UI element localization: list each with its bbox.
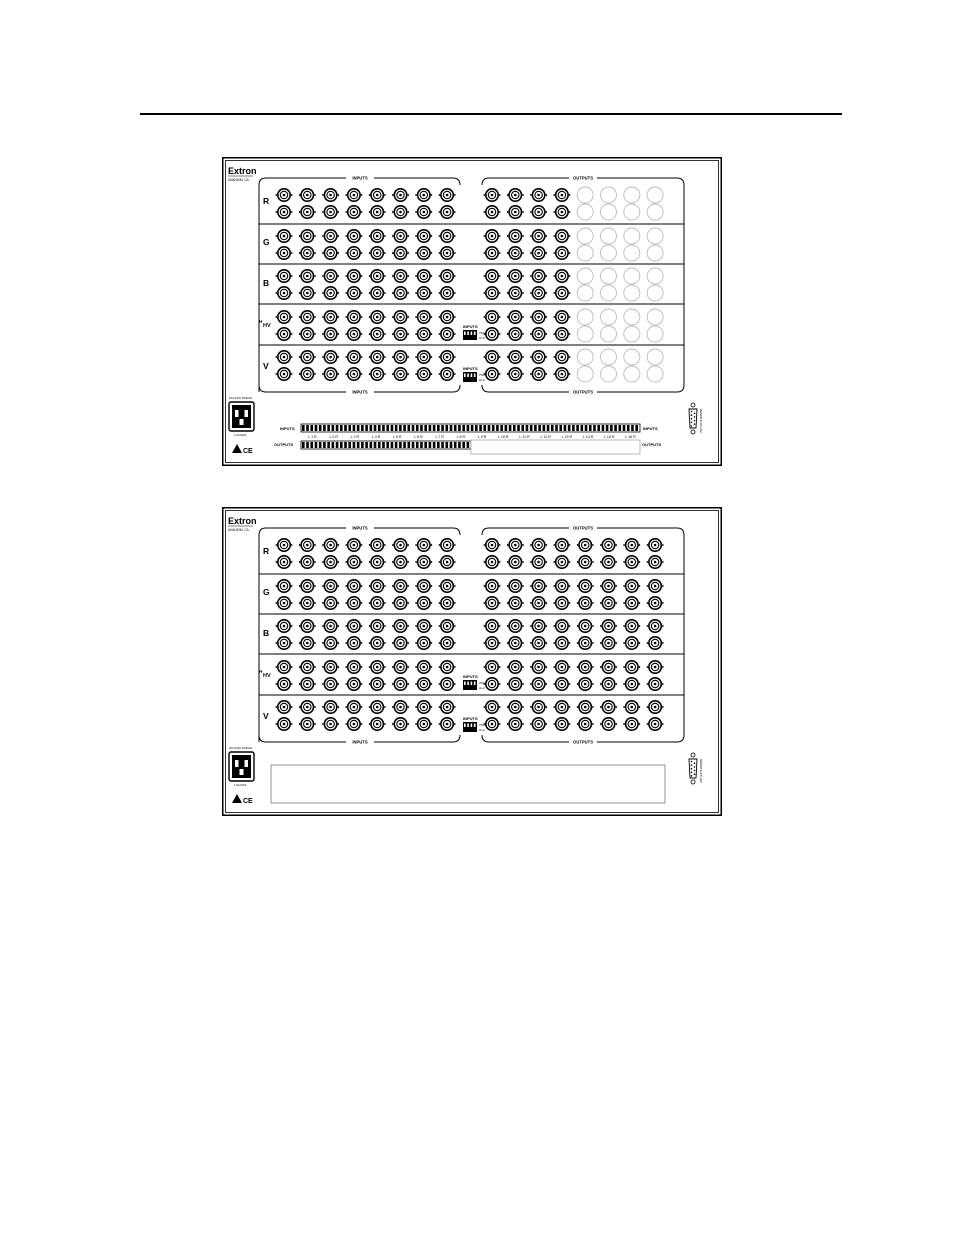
blank-plate-hole	[577, 326, 593, 342]
blank-plate-hole	[601, 228, 617, 244]
rear-panel-figure-2	[222, 507, 722, 816]
audio-channel-label: L 4 R	[371, 435, 381, 439]
blank-plate-hole	[601, 366, 617, 382]
row-label-b: B	[263, 278, 270, 288]
row-label-b: B	[263, 628, 270, 638]
blank-plate-hole	[624, 349, 640, 365]
power-current: 1.0A MAX	[234, 433, 247, 437]
ce-mark: CE	[243, 448, 253, 455]
blank-plate-hole	[577, 204, 593, 220]
rs232-label: REMOTE RS-232	[699, 409, 703, 433]
switch-title: INPUTS	[463, 716, 478, 721]
blank-plate-hole	[647, 204, 663, 220]
audio-outputs-label: OUTPUTS	[274, 442, 294, 447]
switch-title: INPUTS	[463, 366, 478, 371]
audio-channel-label: L 2 R	[329, 435, 338, 439]
audio-channel-label: L 9 R	[477, 435, 487, 439]
chassis-outer	[223, 158, 722, 466]
blank-plate-hole	[647, 268, 663, 284]
rear-panel-figure-1	[222, 157, 722, 466]
inputs-label: INPUTS	[352, 175, 368, 181]
switch-option: 75Ω	[479, 723, 485, 727]
audio-inputs-label-right: INPUTS	[643, 426, 658, 431]
blank-plate-hole	[624, 204, 640, 220]
blank-plate-hole	[647, 326, 663, 342]
blank-plate-hole	[647, 285, 663, 301]
switch-title: INPUTS	[463, 674, 478, 679]
blank-plate-hole	[624, 187, 640, 203]
inputs-label: INPUTS	[352, 525, 368, 531]
blank-plate-hole	[601, 268, 617, 284]
ce-mark: CE	[243, 798, 253, 805]
blank-plate-hole	[577, 228, 593, 244]
audio-outputs-label-right: OUTPUTS	[642, 442, 662, 447]
audio-channel-label: L 14 R	[582, 435, 594, 439]
blank-plate-hole	[577, 245, 593, 261]
blank-plate-hole	[577, 187, 593, 203]
blank-plate-hole	[601, 309, 617, 325]
blank-plate-hole	[624, 326, 640, 342]
outputs-label: OUTPUTS	[572, 525, 594, 531]
audio-output-blank-plate	[471, 440, 640, 454]
row-label-g: G	[263, 237, 270, 247]
audio-channel-label: L 7 R	[435, 435, 444, 439]
audio-channel-label: L 3 R	[350, 435, 360, 439]
blank-plate-hole	[601, 326, 617, 342]
brand-logo: Extron	[228, 166, 257, 176]
blank-plate-hole	[624, 245, 640, 261]
audio-inputs-label: INPUTS	[280, 426, 295, 431]
switch-option: Hi-Z	[479, 378, 485, 382]
audio-channel-label: L 11 R	[519, 435, 530, 439]
blank-plate-hole	[647, 245, 663, 261]
blank-plate-hole	[624, 268, 640, 284]
switch-option: 75Ω	[479, 331, 485, 335]
blank-plate-hole	[647, 366, 663, 382]
blank-plate-hole	[577, 366, 593, 382]
audio-channel-label: L 5 R	[393, 435, 402, 439]
audio-channel-label: L 13 R	[561, 435, 573, 439]
inputs-label: INPUTS	[352, 739, 368, 745]
row-label-g: G	[263, 587, 270, 597]
blank-plate-hole	[601, 285, 617, 301]
audio-channel-label: L 12 R	[540, 435, 551, 439]
row-label-hv: HV	[263, 323, 271, 329]
blank-plate-hole	[577, 349, 593, 365]
switch-option: Hi-Z	[479, 686, 485, 690]
blank-plate-hole	[647, 349, 663, 365]
blank-plate-hole	[601, 187, 617, 203]
audio-channel-label: L 15 R	[604, 435, 615, 439]
audio-channel-label: L 1 R	[308, 435, 317, 439]
outputs-label: OUTPUTS	[572, 739, 594, 745]
power-rating: 100-240V 50/60Hz	[229, 746, 253, 750]
row-label-v: V	[263, 361, 269, 371]
blank-plate-hole	[577, 285, 593, 301]
blank-audio-plate	[271, 765, 665, 803]
blank-plate-hole	[624, 228, 640, 244]
inputs-label: INPUTS	[352, 389, 368, 395]
rs232-label: REMOTE RS-232	[699, 759, 703, 783]
brand-location: ANAHEIM, CA	[228, 178, 249, 182]
row-label-r: R	[263, 196, 270, 206]
blank-plate-hole	[647, 228, 663, 244]
switch-option: Hi-Z	[479, 336, 485, 340]
blank-plate-hole	[601, 349, 617, 365]
blank-plate-hole	[624, 285, 640, 301]
brand-location: ANAHEIM, CA	[228, 528, 249, 532]
blank-plate-hole	[647, 309, 663, 325]
blank-plate-hole	[577, 309, 593, 325]
audio-channel-label: L 10 R	[498, 435, 509, 439]
blank-plate-hole	[601, 204, 617, 220]
outputs-label: OUTPUTS	[572, 175, 594, 181]
row-label-v: V	[263, 711, 269, 721]
switch-option: 75Ω	[479, 681, 485, 685]
page-header-rule	[140, 113, 842, 115]
switch-title: INPUTS	[463, 324, 478, 329]
blank-plate-hole	[624, 309, 640, 325]
row-label-h: H	[259, 669, 263, 674]
power-current: 1.0A MAX	[234, 783, 247, 787]
outputs-label: OUTPUTS	[572, 389, 594, 395]
audio-channel-label: L 16 R	[625, 435, 636, 439]
audio-channel-label: L 8 R	[456, 435, 466, 439]
audio-channel-label: L 6 R	[414, 435, 423, 439]
switch-option: Hi-Z	[479, 728, 485, 732]
blank-plate-hole	[647, 187, 663, 203]
row-label-hv: HV	[263, 673, 271, 679]
row-label-r: R	[263, 546, 270, 556]
blank-plate-hole	[577, 268, 593, 284]
row-label-h: H	[259, 319, 263, 324]
blank-plate-hole	[624, 366, 640, 382]
power-rating: 100-240V 50/60Hz	[229, 396, 253, 400]
switch-option: 75Ω	[479, 373, 485, 377]
blank-plate-hole	[601, 245, 617, 261]
brand-logo: Extron	[228, 516, 257, 526]
